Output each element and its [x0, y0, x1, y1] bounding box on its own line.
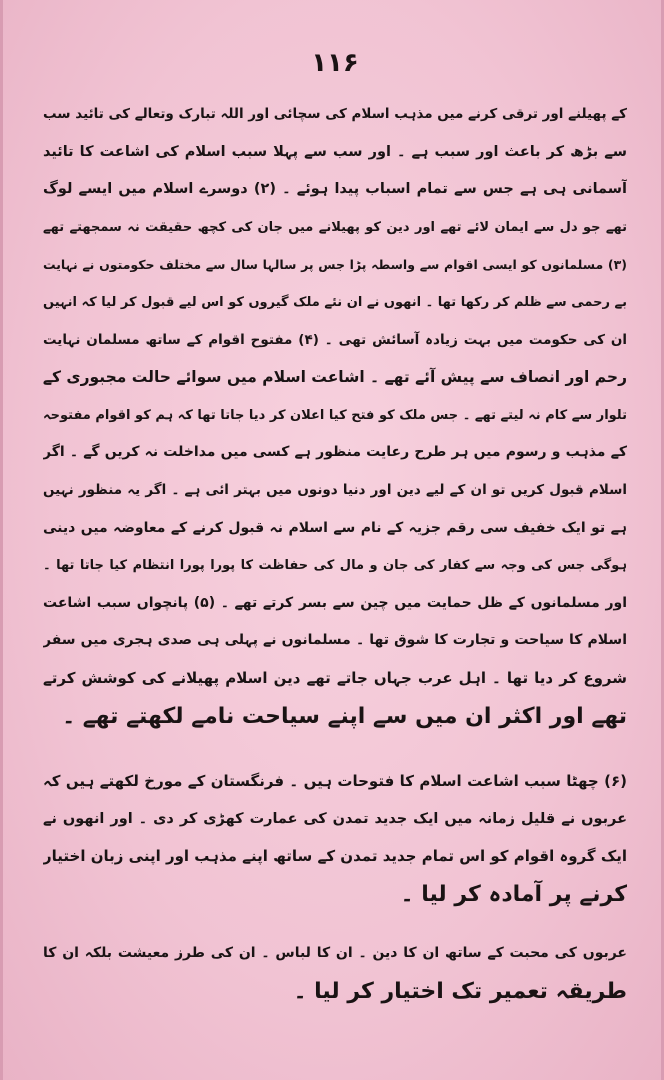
paragraph-causes-of-spread — [43, 96, 627, 735]
text-line: کرنے پر آمادہ کر لیا ۔ — [400, 881, 627, 907]
paragraph-conquests — [43, 763, 627, 913]
text-line: ہے تو ایک خفیف سی رقم جزیہ کے نام سے اسلام نہ قبول کرنے کے معاوضہ میں دینی — [43, 519, 627, 536]
text-line: آسمانی ہی ہے جس سے تمام اسباب پیدا ہوئے ۔ (۲) دوسرے اسلام میں ایسے لوگ — [43, 181, 627, 198]
text-line: (۳) مسلمانوں کو ایسی اقوام سے واسطہ پڑا جس پر سالہا سال سے مختلف حکومتوں نے نہایت — [43, 257, 627, 273]
text-line: رحم اور انصاف سے پیش آئے تھے ۔ اشاعت اسلام میں سوائے حالت مجبوری کے — [43, 368, 627, 387]
text-line: عربوں کی محبت کے ساتھ ان کا دین ۔ ان کا لباس ۔ ان کی طرز معیشت بلکہ ان کا — [43, 945, 627, 962]
page-body — [43, 96, 627, 1011]
text-line: اسلام کا سیاحت و تجارت کا شوق تھا ۔ مسلمانوں نے پہلی ہی صدی ہجری میں سفر — [43, 632, 627, 649]
text-line: (۶) چھٹا سبب اشاعت اسلام کا فتوحات ہیں ۔ فرنگستان کے مورخ لکھتے ہیں کہ — [43, 772, 627, 791]
text-line: اسلام قبول کریں تو ان کے لیے دین اور دنیا دونوں میں بہتر ائی ہے ۔ اگر یہ منظور نہیں — [43, 481, 627, 498]
text-line: شروع کر دیا تھا ۔ اہل عرب جہاں جاتے تھے دین اسلام پھیلانے کی کوشش کرتے — [43, 668, 627, 687]
paragraph-arab-culture — [43, 935, 627, 1010]
text-line: تھے اور اکثر ان میں سے اپنے سیاحت نامے لکھتے تھے ۔ — [62, 703, 627, 729]
page-number: ۱۱۶ — [311, 48, 359, 78]
text-line: اور مسلمانوں کے ظل حمایت میں چین سے بسر کرتے تھے ۔ (۵) پانچواں سبب اشاعت — [43, 594, 627, 611]
text-line: طریقہ تعمیر تک اختیار کر لیا ۔ — [293, 979, 627, 1005]
text-line: ان کی حکومت میں بہت زیادہ آسائش تھی ۔ (۴) مفتوح اقوام کے ساتھ مسلمان نہایت — [43, 331, 627, 348]
text-line: ہوگی جس کی وجہ سے کفار کی جان و مال کی حفاظت کا پورا پورا انتظام کیا جاتا تھا ۔ — [43, 558, 627, 574]
text-line: ایک گروہ اقوام کو اس تمام جدید تمدن کے ساتھ اپنے مذہب اور اپنی زبان اختیار — [43, 847, 627, 866]
text-line: عربوں نے قلیل زمانہ میں ایک جدید تمدن کی عمارت کھڑی کر دی ۔ اور انھوں نے — [43, 810, 627, 827]
text-line: بے رحمی سے ظلم کر رکھا تھا ۔ انھوں نے ان نئے ملک گیروں کو اس لیے قبول کر لیا کہ انہیں — [43, 294, 627, 310]
text-line: سے بڑھ کر باعث اور سبب ہے ۔ اور سب سے پہلا سبب اسلام کی اشاعت کا تائید — [43, 143, 627, 160]
text-line: تھے جو دل سے ایمان لائے تھے اور دین کو پھیلانے میں جان کی کچھ حقیقت نہ سمجھتے تھے — [43, 219, 627, 235]
text-line: کے مذہب و رسوم میں ہر طرح رعایت منظور ہے کسی میں مداخلت نہ کریں گے ۔ اگر — [43, 444, 627, 461]
text-line: کے پھیلنے اور ترقی کرنے میں مذہب اسلام کی سچائی اور اللہ تبارک وتعالے کی تائید سب — [43, 106, 627, 122]
text-line: تلوار سے کام نہ لیتے تھے ۔ جس ملک کو فتح کیا اعلان کر دیا جاتا تھا کہ ہم کو اقوام مفتوحہ — [43, 407, 627, 423]
